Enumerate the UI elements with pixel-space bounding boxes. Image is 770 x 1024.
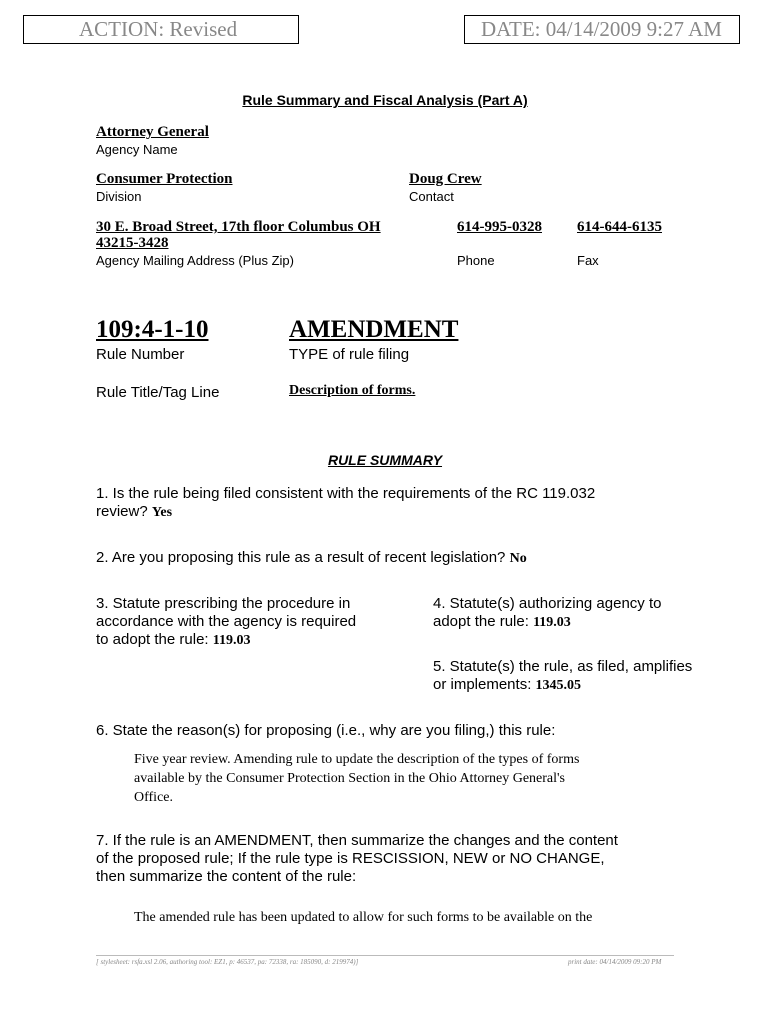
date-box: DATE: 04/14/2009 9:27 AM — [464, 15, 740, 44]
question-6: 6. State the reason(s) for proposing (i.e., why are you filing,) this rule: — [96, 722, 556, 739]
question-1-line2: review? Yes — [96, 503, 173, 520]
question-2-answer: No — [509, 551, 527, 566]
question-5-answer: 1345.05 — [535, 678, 582, 693]
fax-value: 614-644-6135 — [577, 219, 662, 235]
question-3-answer: 119.03 — [212, 633, 251, 648]
mailing-address-label: Agency Mailing Address (Plus Zip) — [96, 253, 294, 268]
page-title: Rule Summary and Fiscal Analysis (Part A) — [242, 92, 528, 108]
question-1-line1: 1. Is the rule being filed consistent with the requirements of the RC 119.032 — [96, 485, 596, 502]
filing-type-label: TYPE of rule filing — [289, 346, 410, 363]
contact-label: Contact — [409, 189, 454, 204]
phone-value: 614-995-0328 — [457, 219, 542, 235]
rule-summary-heading: RULE SUMMARY — [327, 452, 443, 468]
footer-stylesheet-info: [ stylesheet: rsfa.xsl 2.06, authoring tool: EZ1, p: 46537, pa: 72338, ra: 185090, d: 219974)] — [96, 958, 359, 966]
question-5: 5. Statute(s) the rule, as filed, amplifies or implements: 1345.05 — [433, 658, 693, 693]
question-4-answer: 119.03 — [533, 615, 571, 630]
mailing-address-line2: 43215-3428 — [96, 235, 169, 251]
question-4: 4. Statute(s) authorizing agency to adopt the rule: 119.03 — [433, 595, 662, 630]
question-1-answer: Yes — [151, 505, 173, 520]
question-1 — [96, 485, 716, 522]
agency-name-label: Agency Name — [96, 142, 178, 157]
rule-title-label: Rule Title/Tag Line — [96, 384, 220, 401]
rule-number-value: 109:4-1-10 — [96, 316, 209, 343]
question-7-answer: The amended rule has been updated to allow for such forms to be available on the — [134, 910, 593, 925]
rule-number-label: Rule Number — [96, 346, 185, 363]
question-3: 3. Statute prescribing the procedure in accordance with the agency is required to adopt the rule: 119.03 — [96, 595, 357, 648]
question-6-answer: Five year review. Amending rule to update the description of the types of forms available by the Consumer Protection Section in the Ohio Attorney General's Office. — [134, 752, 580, 805]
footer-print-date: print date: 04/14/2009 09:20 PM — [568, 958, 662, 966]
division-value: Consumer Protection — [96, 171, 233, 187]
fax-label: Fax — [577, 253, 599, 268]
contact-value: Doug Crew — [409, 171, 482, 187]
mailing-address-line1: 30 E. Broad Street, 17th floor Columbus OH — [96, 219, 381, 235]
question-2: 2. Are you proposing this rule as a result of recent legislation? No — [96, 549, 527, 566]
agency-name-value: Attorney General — [96, 124, 209, 140]
division-label: Division — [96, 189, 142, 204]
footer-divider — [96, 955, 674, 956]
question-7: 7. If the rule is an AMENDMENT, then summarize the changes and the content of the proposed rule; If the rule type is RESCISSION, NEW or NO CHANGE, then summarize the content of the rule: — [96, 832, 618, 885]
filing-type-value: AMENDMENT — [289, 316, 459, 343]
rule-title-value: Description of forms. — [289, 383, 416, 398]
action-status-box: ACTION: Revised — [23, 15, 299, 44]
phone-label: Phone — [457, 253, 495, 268]
